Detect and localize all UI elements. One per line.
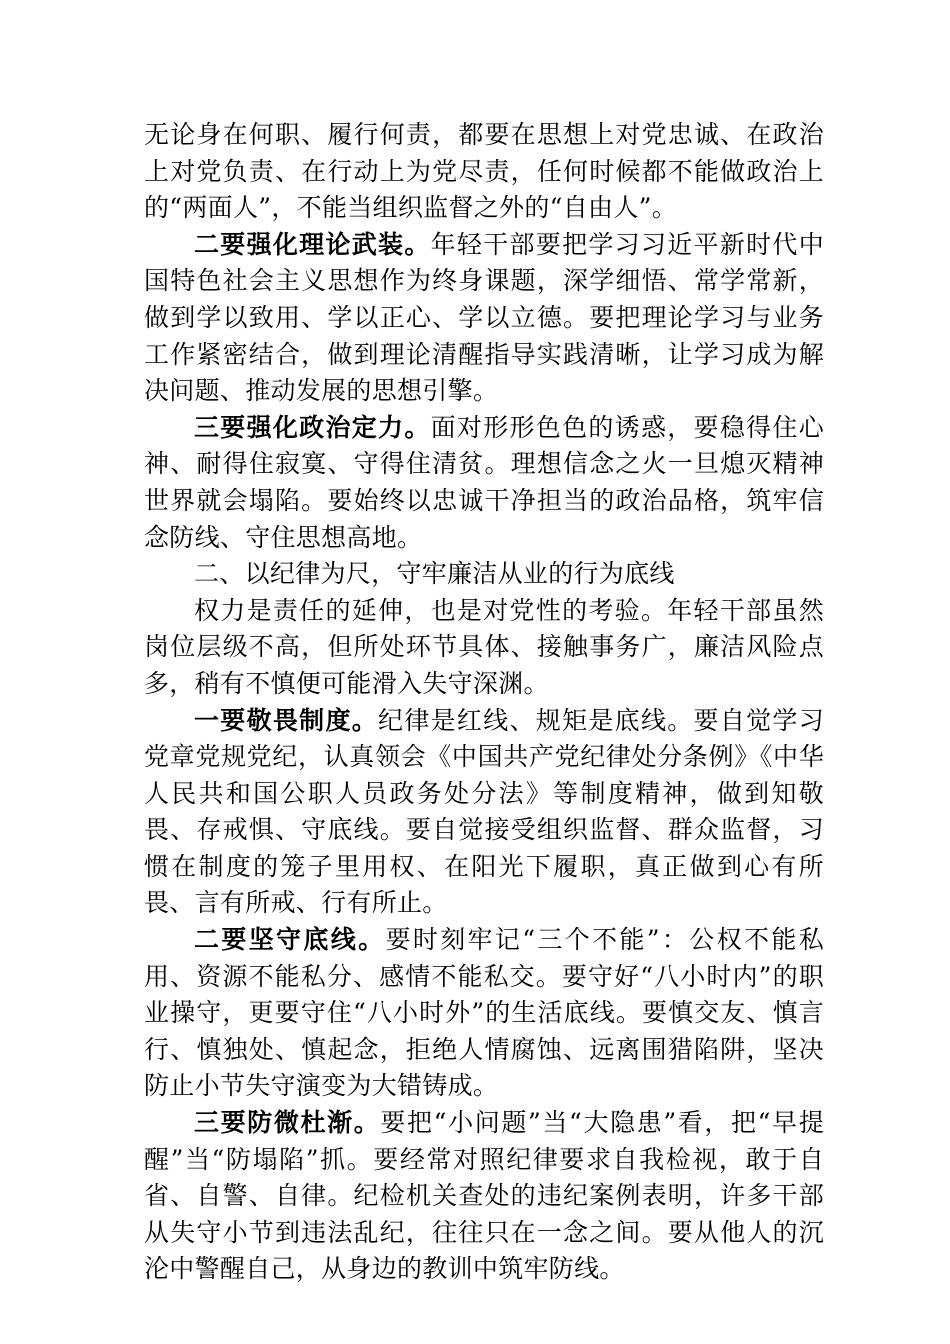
paragraph-8-text: 要把“小问题”当“大隐患”看，把“早提醒”当“防塌陷”抓。要经常对照纪律要求自我检视，敢于自省、自警、自律。纪检机关查处的违纪案例表明，许多干部从失守小节到违法乱纪，往往只在一念之间。要从他人的沉沦中警醒自己，从身边的教训中筑牢防线。 [144,1108,824,1284]
section-heading-text: 二、以纪律为尺，守牢廉洁从业的行为底线 [194,559,675,589]
paragraph-2-text: 年轻干部要把学习习近平新时代中国特色社会主义思想作为终身课题，深学细悟、常学常新，做到学以致用、学以正心、学以立德。要把理论学习与业务工作紧密结合，做到理论清醒指导实践清晰，让学习成为解决问题、推动发展的思想引擎。 [144,229,824,406]
paragraph-3-text: 面对形形色色的诱惑，要稳得住心神、耐得住寂寞、守得住清贫。理想信念之火一旦熄灭精神世界就会塌陷。要始终以忠诚干净担当的政治品格，筑牢信念防线、守住思想高地。 [144,412,824,552]
paragraph-5 [144,593,824,703]
paragraph-8-heading: 三要防微杜渐。 [194,1108,381,1138]
paragraph-1-text: 无论身在何职、履行何责，都要在思想上对党忠诚、在政治上对党负责、在行动上为党尽责，任何时候都不能做政治上的“两面人”，不能当组织监督之外的“自由人”。 [144,120,824,223]
paragraph-8 [144,1105,824,1288]
paragraph-3 [144,410,824,556]
paragraph-1 [144,117,824,227]
paragraph-6-heading: 一要敬畏制度。 [194,705,379,735]
paragraph-7-text: 要时刻牢记“三个不能”：公权不能私用、资源不能私分、感情不能私交。要守好“八小时内”的职业操守，更要守住“八小时外”的生活底线。要慎交友、慎言行、慎独处、慎起念，拒绝人情腐蚀、远离围猎陷阱，坚决防止小节失守演变为大错铸成。 [144,925,824,1101]
paragraph-7 [144,922,824,1105]
section-heading [144,556,824,593]
paragraph-2 [144,227,824,410]
paragraph-3-heading: 三要强化政治定力。 [194,412,431,442]
paragraph-7-heading: 二要坚守底线。 [194,925,386,955]
document-body [144,117,824,1288]
paragraph-6-text: 纪律是红线、规矩是底线。要自觉学习党章党规党纪，认真领会《中国共产党纪律处分条例》《中华人民共和国公职人员政务处分法》等制度精神，做到知敬畏、存戒惧、守底线。要自觉接受组织监督、群众监督，习惯在制度的笼子里用权、在阳光下履职，真正做到心有所畏、言有所戒、行有所止。 [144,705,824,918]
paragraph-2-heading: 二要强化理论武装。 [194,229,431,259]
paragraph-6 [144,703,824,923]
paragraph-5-text: 权力是责任的延伸，也是对党性的考验。年轻干部虽然岗位层级不高，但所处环节具体、接触事务广，廉洁风险点多，稍有不慎便可能滑入失守深渊。 [144,595,824,698]
